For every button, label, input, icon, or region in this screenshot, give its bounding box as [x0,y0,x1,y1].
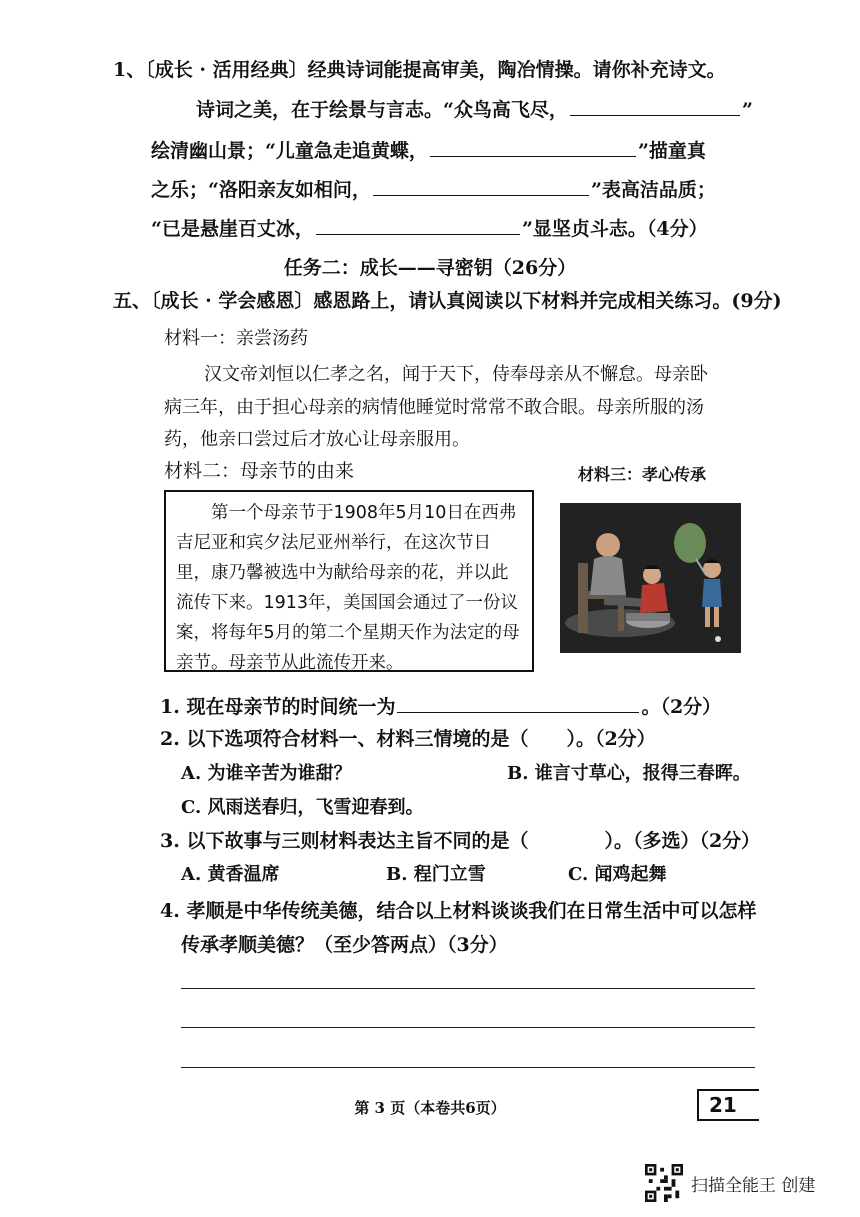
page-number-text: 第 3 页（本卷共6页） [354,1099,506,1117]
answer-blank-2[interactable] [430,138,636,157]
option-2a: A. 为谁辛苦为谁甜？ [181,763,352,784]
q4-line-4: “已是悬崖百丈冰， ”显坚贞斗志。（4分） [151,218,708,240]
sub-question-4-line-2: 传承孝顺美德？（至少答两点）（3分） [181,934,508,956]
q5-intro: 感恩路上，请认真阅读以下材料并完成相关练习。(9分) [313,290,782,312]
q4-line-1: 诗词之美，在于绘景与言志。“众鸟高飞尽， ” [196,99,753,121]
option-3a: A. 黄香温席 [181,864,280,885]
task2-heading: 任务二：成长——寻密钥（26分） [283,257,577,279]
material-3-title: 材料三：孝心传承 [578,465,707,484]
material-1-line-1: 汉文帝刘恒以仁孝之名，闻于天下，侍奉母亲从不懈怠。母亲卧 [204,364,708,385]
answer-line-2[interactable] [181,1027,755,1028]
answer-blank-1[interactable] [570,97,740,116]
material-2-text: 第一个母亲节于1908年5月10日在西弗吉尼亚和宾夕法尼亚州举行，在这次节日里，康乃馨被选中为献给母亲的花，并以此流传下来。1913年，美国国会通过了一份议案，将每年5月的第二个星期天作为法定的母亲节。母亲节从此流传开来。 [176,503,520,673]
sub-question-3: 3. 以下故事与三则材料表达主旨不同的是（ ）。（多选）（2分） [160,830,761,852]
material-1-line-3: 药，他亲口尝过后才放心让母亲服用。 [164,429,470,450]
answer-line-1[interactable] [181,988,755,989]
q4-number: 1、 [113,59,146,81]
option-2b: B. 谁言寸草心，报得三春晖。 [507,763,751,784]
option-2c: C. 风雨送春归，飞雪迎春到。 [181,797,424,818]
qr-code-icon [645,1164,683,1202]
q4-intro-line [113,58,726,82]
material-2-box [164,490,534,672]
material-1-title: 材料一：亲尝汤药 [164,328,308,349]
q4-tag: 〔成长 · 活用经典〕 [145,59,308,81]
q5-number: 五、 [113,290,152,312]
option-3c: C. 闻鸡起舞 [568,864,667,885]
q4-line-3: 之乐；“洛阳亲友如相问， ”表高洁品质； [151,179,716,201]
q4-line-2: 绘清幽山景；“儿童急走追黄蝶， ”描童真 [151,140,706,162]
filial-illustration [560,503,741,653]
material-1-line-2: 病三年，由于担心母亲的病情他睡觉时常常不敢合眼。母亲所服的汤 [164,397,704,418]
q5-intro-line [113,289,782,313]
q5-tag: 〔成长 · 学会感恩〕 [151,290,314,312]
sub-question-4-line-1: 4. 孝顺是中华传统美德，结合以上材料谈谈我们在日常生活中可以怎样 [160,900,757,922]
page-score-box: 21 [697,1089,759,1121]
scanner-watermark [645,1163,815,1203]
answer-blank-5[interactable] [397,694,639,713]
q4-intro: 经典诗词能提高审美，陶冶情操。请你补充诗文。 [307,59,726,81]
answer-blank-3[interactable] [373,177,589,196]
answer-line-3[interactable] [181,1067,755,1068]
watermark-text: 扫描全能王 创建 [691,1175,816,1196]
answer-blank-4[interactable] [316,216,520,235]
sub-question-2: 2. 以下选项符合材料一、材料三情境的是（ ）。（2分） [160,728,656,750]
option-3b: B. 程门立雪 [386,864,486,885]
material-2-title: 材料二：母亲节的由来 [164,460,355,482]
sub-question-1: 1. 现在母亲节的时间统一为 。（2分） [160,696,722,718]
